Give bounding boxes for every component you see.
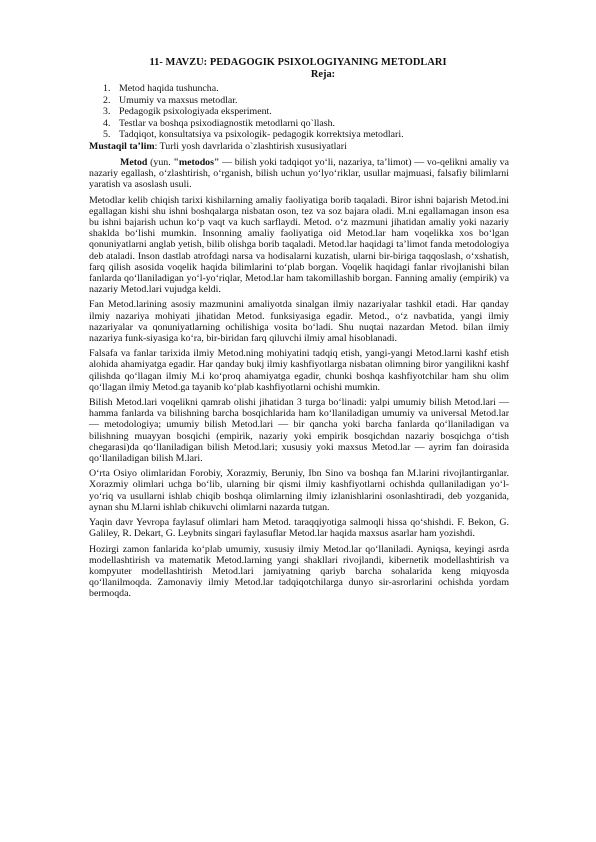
body-paragraph: O‘rta Osiyo olimlaridan Forobiy, Xorazmiy, Beruniy, Ibn Sino va boshqa fan M.larini rivojlantirganlar. Xorazmiy olimlari uchga bo‘lib, ularning bir qismi ilmiy kashfiyotlarni ochishda qullaniladigan yo‘l-yo‘riq va usullarni ishlab chiqib boshqa olimlarning ilmiy izlanishlarini osonlashtiradi, deb yozganida, aynan shu M.larni ishlab chikuvchi olimlarni nazarda tutgan. <box>89 468 509 513</box>
intro-paragraph <box>89 157 509 191</box>
intro-text-a: (yun. <box>147 157 174 168</box>
lecture-title: 11- MAVZU: PEDAGOGIK PSIXOLOGIYANING METODLARI <box>149 57 447 68</box>
independent-study-text: : Turli yosh davrlarida o`zlashtirish xususiyatlari <box>154 141 347 152</box>
body-paragraph: Fan Metod.larining asosiy mazmunini amaliyotda sinalgan ilmiy nazariyalar tashkil etadi. Har qanday ilmiy nazariya mohiyati jihatidan Metod. funksiyasiga egadir. Metod., o‘z navbatida, yangi ilmiy nazariyalar va qonuniyatlarning ochilishiga vosita bo‘ladi. Shu nuqtai nazardan Metod. bilan ilmiy nazariya funk-siyasiga ko‘ra, bir-biridan farq qiluvchi ilmiy amal hisoblanadi. <box>89 299 509 345</box>
etymology-quote: "metodos" <box>173 157 220 168</box>
plan-item-text: Testlar va boshqa psixodiagnostik metodlarni qo`llash. <box>119 117 335 129</box>
plan-list <box>103 83 523 141</box>
plan-item <box>103 83 523 95</box>
intro-text-b: — bilish yoki tadqiqot yo‘li, nazariya, ta’limot) — vo-qelikni amaliy va nazariy egallash, o‘zlashtirish, o‘rganish, bilish uchun yo‘lyo‘riklar, usullar majmuasi, falsafiy bilimlarni yaratish va asoslash usuli. <box>89 157 509 191</box>
body-paragraph: Hozirgi zamon fanlarida ko‘plab umumiy, xususiy ilmiy Metod.lar qo‘llaniladi. Ayniqsa, keyingi asrda modellashtirish va matematik Metod.larning yangi shakllari rivojlandi, kibernetik modellashtirish va kompyuter modellashtirish Metod.lari jamiyatning qariyb barcha sohalarida keng miqyosda qo‘llanilmoqda. Zamonaviy ilmiy Metod.lar tadqiqotchilarga dunyo sir-asrorlarini ochishda yordam bermoqda. <box>89 543 509 600</box>
independent-study-line <box>89 141 509 152</box>
plan-item <box>103 118 523 130</box>
body-paragraph: Metodlar kelib chiqish tarixi kishilarning amaliy faoliyatiga borib taqaladi. Biror ishni bajarish Metod.ini egallagan kishi shu ishni boshqalarga nisbatan oson, tez va soz bajara oladi. M.ni egallamagan inson esa bu ishni bajarish uchun ko‘p vaqt va kuch sarflaydi. Metod. o‘z mazmuni jihatidan amaliy yoki nazariy shaklda bo‘lishi mumkin. Insonning amaliy faoliyatiga oid Metod.lar ham voqelikka xos bo‘lgan qonuniyatlarni anglab yetish, bilib olishga borib taqaladi. Metod.lar haqidagi ta’limot fanda metodologiya deb ataladi. Inson dastlab atrofdagi narsa va hodisalarni kuzatish, ularni bir-biriga taqqoslash, o‘xshatish, farq qilish asosida voqelik haqida bilimlarini to‘plab borgan. Voqelik haqidagi fanlar rivojlanishi bilan fanlarda qo‘llaniladigan yo‘l-yo‘riqlar, Metod.lar ham takomillashib borgan. Fanning amaliy (empirik) va nazariy Metod.lari vujudga keldi. <box>89 194 509 296</box>
plan-item-text: Umumiy va maxsus metodlar. <box>119 94 238 106</box>
body-paragraph: Falsafa va fanlar tarixida ilmiy Metod.ning mohiyatini tadqiq etish, yangi-yangi Metod.larni kashf etish alohida ahamiyatga egadir. Har qanday bukj ilmiy kashfiyotlarga nisbatan olimning biror yangilikni kashf qilishda qo‘llagan ilmiy M.i ko‘proq ahamiyatga egadir, chunki boshqa kashfiyotchilar ham shu olim qo‘llagan ilmiy Metod.ga tayanib ko‘plab kashfiyotlarni ochishi mumkin. <box>89 348 509 393</box>
plan-item <box>103 95 523 107</box>
plan-item <box>103 129 523 141</box>
plan-item-number: 2. <box>103 94 111 106</box>
plan-item-number: 5. <box>103 129 111 141</box>
body-paragraph: Bilish Metod.lari voqelikni qamrab olishi jihatidan 3 turga bo‘linadi: yalpi umumiy bilish Metod.lari — hamma fanlarda va bilishning barcha bosqichlarida ham ko‘llaniladigan umumiy va universal Metod.lar — metodologiya; umumiy bilish Metod.lari — bir qancha yoki barcha fanlarda qo‘llaniladigan va bilishning muayyan bosqichi (empirik, nazariy yoki empirik bosqichdan nazariy bosqichga o‘tish chegarasi)da qo‘llaniladigan bilish Metod.lari; xususiy yoki maxsus Metod.lar — ayrim fan doirasida qo‘llaniladigan bilish M.lari. <box>89 397 509 465</box>
plan-item <box>103 106 523 118</box>
plan-item-number: 4. <box>103 117 111 129</box>
plan-item-number: 1. <box>103 83 111 94</box>
plan-heading: Reja: <box>310 69 336 80</box>
plan-item-text: Pedagogik psixologiyada eksperiment. <box>119 106 272 118</box>
body-paragraph: Yaqin davr Yevropa faylasuf olimlari ham Metod. taraqqiyotiga salmoqli hissa qo‘shishdi. F. Bekon, G. Galiley, R. Dekart, G. Leybnits singari faylasuflar Metod.lar haqida maxsus asarlar ham yozishdi. <box>89 517 509 540</box>
defined-term: Metod <box>120 157 148 168</box>
plan-item-number: 3. <box>103 106 111 118</box>
independent-study-label: Mustaqil ta’lim <box>89 141 155 152</box>
plan-item-text: Tadqiqot, konsultatsiya va psixologik- pedagogik korrektsiya metodlari. <box>119 129 404 141</box>
plan-item-text: Metod haqida tushuncha. <box>119 83 219 94</box>
lecture-body <box>89 157 509 604</box>
